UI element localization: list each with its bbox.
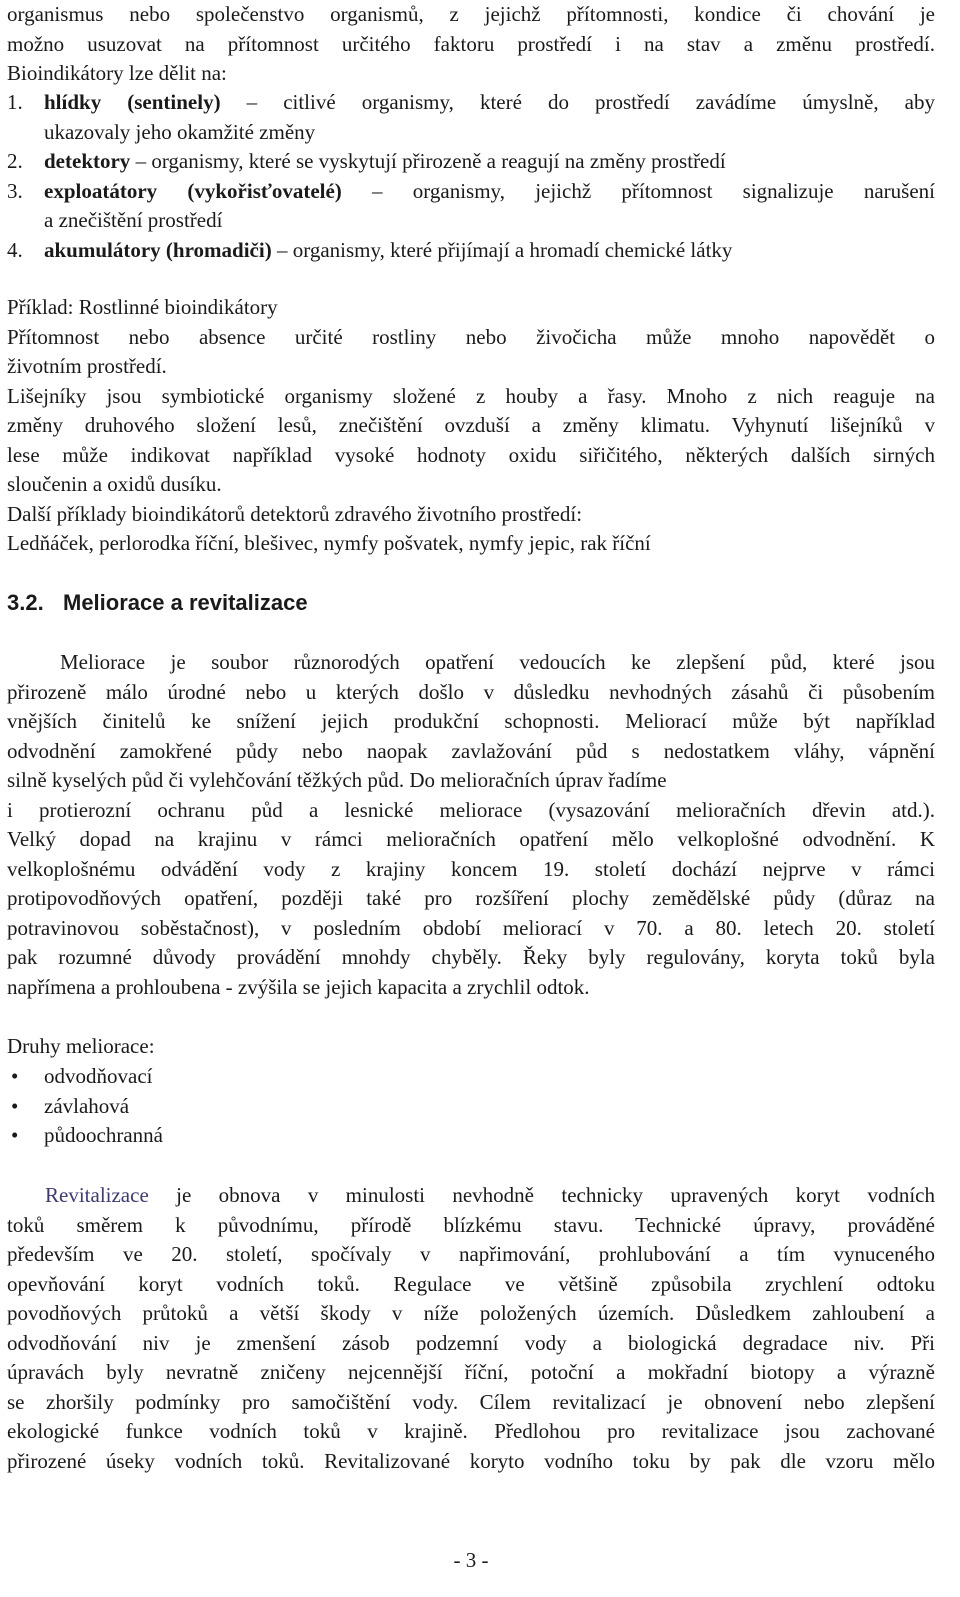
meliorace-paragraph [7, 648, 935, 1002]
paragraph-line: odvodnění zamokřené půdy nebo naopak zavlažování půd s nedostatkem vláhy, vápnění [7, 738, 935, 763]
paragraph-line: především ve 20. století, spočívaly v napřimování, prohlubování a tím vynuceného [7, 1242, 935, 1266]
document-page [7, 0, 935, 1597]
bullet-item [7, 1092, 935, 1122]
list-description: – organismy, které se vyskytují přirozeně a reagují na změny prostředí [130, 149, 726, 173]
druhy-heading: Druhy meliorace: [7, 1034, 155, 1058]
revitalizace-term: Revitalizace [45, 1183, 149, 1207]
intro-line: Bioindikátory lze dělit na: [7, 61, 227, 85]
paragraph-line-text: Meliorace je soubor různorodých opatření vedoucích ke zlepšení půd, které jsou [60, 650, 935, 674]
list-item-line: a znečištění prostředí [44, 208, 223, 232]
list-description: – citlivé organismy, které do prostředí zavádíme úmyslně, aby [220, 90, 936, 114]
list-description: – organismy, které přijímají a hromadí chemické látky [271, 237, 733, 262]
paragraph-line: napřímena a prohloubena - zvýšila se jejich kapacita a zrychlil odtok. [7, 974, 590, 999]
paragraph-line [7, 648, 935, 678]
bullet-icon: • [11, 1123, 19, 1147]
paragraph-line: protipovodňových opatření, později také pro rozšíření plochy zemědělské půdy (důraz na [7, 886, 935, 910]
paragraph-line: přirozené úseky vodních toků. Revitalizované koryto vodního toku by pak dle vzoru mělo [7, 1448, 935, 1473]
list-term: hlídky (sentinely) [44, 90, 221, 114]
section-heading [7, 588, 308, 618]
list-number: 1. [7, 90, 23, 114]
list-item-line [44, 88, 935, 118]
list-number: 4. [7, 237, 23, 262]
paragraph-line-text: je obnova v minulosti nevhodně technicky upravených koryt vodních [148, 1183, 935, 1207]
paragraph-line: ekologické funkce vodních toků v krajině. Předlohou pro revitalizace jsou zachované [7, 1419, 935, 1443]
paragraph-line: úpravách byly nevratně zničeny nejcennější říční, potoční a mokřadní biotopy a výrazně [7, 1360, 935, 1384]
example-line: Přítomnost nebo absence určité rostliny nebo živočicha může mnoho napovědět o [7, 324, 935, 349]
paragraph-line: silně kyselých půd či vylehčování těžkých půd. Do melioračních úprav řadíme [7, 768, 667, 792]
bullet-icon: • [11, 1064, 19, 1088]
list-term: akumulátory (hromadiči) [44, 237, 272, 262]
section-title: Meliorace a revitalizace [63, 590, 308, 615]
list-item [7, 147, 935, 177]
example-line: lese může indikovat například vysoké hodnoty oxidu siřičitého, některých dalších sirných [7, 442, 935, 467]
list-description: – organismy, jejichž přítomnost signalizuje narušení [341, 178, 936, 203]
example-line: Lišejníky jsou symbiotické organismy složené z houby a řasy. Mnoho z nich reaguje na [7, 383, 935, 408]
paragraph-line: opevňování koryt vodních toků. Regulace ve většině způsobila zrychlení odtoku [7, 1271, 935, 1296]
bioindicator-types-list [7, 88, 935, 265]
page-number: - 3 - [453, 1548, 489, 1572]
paragraph-line: pak rozumné důvody provádění mnohdy chyběly. Řeky byly regulovány, koryta toků byla [7, 945, 935, 969]
bullet-text: závlahová [44, 1093, 130, 1118]
example-line: sloučenin a oxidů dusíku. [7, 472, 222, 496]
bullet-item [7, 1121, 935, 1151]
bullet-icon: • [11, 1093, 19, 1118]
list-item-line [44, 147, 935, 177]
bullet-text: odvodňovací [44, 1064, 153, 1088]
list-item [7, 177, 935, 236]
bullet-text: půdoochranná [44, 1123, 163, 1147]
example-line: Další příklady bioindikátorů detektorů zdravého životního prostředí: [7, 501, 583, 526]
example-heading: Příklad: Rostlinné bioindikátory [7, 295, 278, 319]
example-line: změny druhového složení lesů, znečištění ovzduší a změny klimatu. Vyhynutí lišejníků v [7, 413, 935, 437]
paragraph-line: velkoplošnému odvádění vody z krajiny koncem 19. století dochází nejprve v rámci [7, 856, 935, 881]
paragraph-line: Velký dopad na krajinu v rámci melioračních opatření mělo velkoplošné odvodnění. K [7, 827, 935, 851]
intro-paragraph [7, 0, 935, 89]
list-item-line: ukazovaly jeho okamžité změny [44, 119, 316, 144]
paragraph-line: i protierozní ochranu půd a lesnické meliorace (vysazování melioračních dřevin atd.). [7, 797, 935, 822]
paragraph-line: toků směrem k původnímu, přírodě blízkému stavu. Technické úpravy, prováděné [7, 1212, 935, 1237]
paragraph-line: přirozeně málo úrodné nebo u kterých došlo v důsledku nevhodných zásahů či působením [7, 679, 935, 704]
list-item [7, 88, 935, 147]
list-number: 3. [7, 178, 23, 203]
list-term: exploatátory (vykořisťovatelé) [44, 178, 342, 203]
example-line: Ledňáček, perlorodka říční, blešivec, nymfy pošvatek, nymfy jepic, rak říční [7, 531, 651, 555]
paragraph-line: povodňových průtoků a větší škody v níže položených územích. Důsledkem zahloubení a [7, 1301, 935, 1325]
paragraph-line: odvodňování niv je zmenšení zásob podzemní vody a biologická degradace niv. Při [7, 1330, 935, 1355]
paragraph-line: vnějších činitelů ke snížení jejich produkční schopnosti. Meliorací může být například [7, 709, 935, 733]
intro-line: možno usuzovat na přítomnost určitého faktoru prostředí i na stav a změnu prostředí. [7, 31, 935, 56]
intro-line: organismus nebo společenstvo organismů, z jejichž přítomnosti, kondice či chování je [7, 2, 935, 26]
paragraph-line [7, 1181, 935, 1211]
paragraph-line: se zhoršily podmínky pro samočištění vody. Cílem revitalizací je obnovení nebo zlepšení [7, 1389, 935, 1414]
list-item-line [44, 177, 935, 207]
example-paragraph [7, 293, 935, 559]
example-line: životním prostředí. [7, 354, 167, 378]
list-item [7, 236, 935, 266]
paragraph-line: potravinovou soběstačnost), v posledním období meliorací v 70. a 80. letech 20. století [7, 915, 935, 940]
bullet-item [7, 1062, 935, 1092]
list-item-line [44, 236, 935, 266]
section-number: 3.2. [7, 590, 44, 615]
druhy-list [7, 1062, 935, 1151]
list-term: detektory [44, 149, 131, 173]
revitalizace-paragraph [7, 1181, 935, 1476]
list-number: 2. [7, 149, 23, 173]
